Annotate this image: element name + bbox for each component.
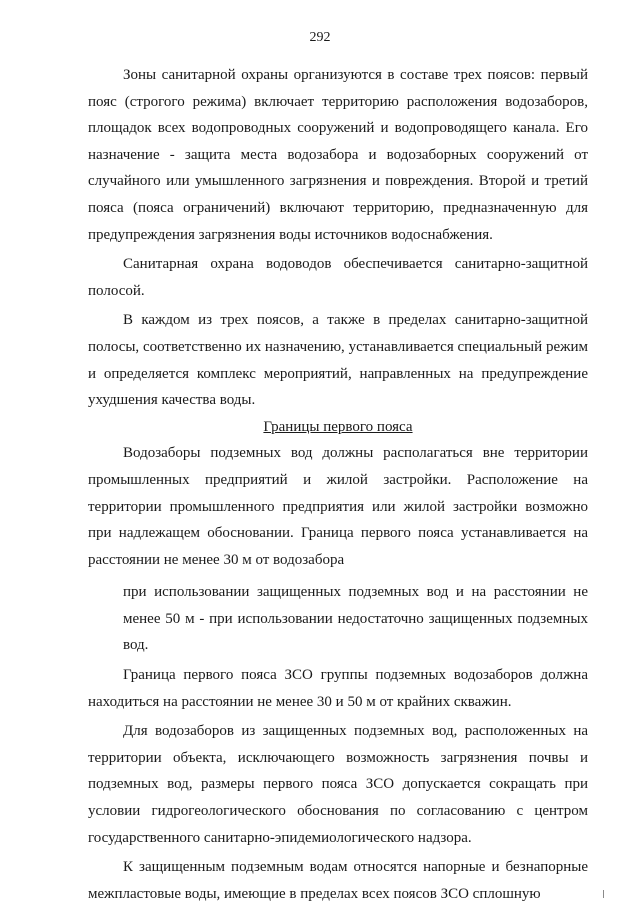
section-heading: Границы первого пояса bbox=[263, 418, 413, 435]
paragraph-groundwater-intakes: Водозаборы подземных вод должны располагаться вне территории промышленных предприятий и жилой застройки. Расположение на территории промышленного предприятия или жилой застройки возможно при надлежащем обосновании. Граница первого пояса устанавливается на расстоянии не менее 30 м от водозабора bbox=[88, 445, 588, 568]
paragraph-zone-reduction: Для водозаборов из защищенных подземных вод, расположенных на территории объекта, исключающего возможность загрязнения почвы и подземных вод, размеры первого пояса ЗСО допускается сокращать при условии гидрогеологического обоснования по согласованию с центром государственного санитарно-эпидемиологического надзора. bbox=[88, 723, 588, 846]
paragraph-water-pipes: Санитарная охрана водоводов обеспечивается санитарно-защитной полосой. bbox=[88, 256, 588, 299]
scan-artifact-mark bbox=[603, 890, 604, 898]
paragraph-sanitary-zones: Зоны санитарной охраны организуются в составе трех поясов: первый пояс (строгого режима) включает территорию расположения водозаборов, площадок всех водопроводных сооружений и водопроводящего канала. Его назначение - защита места водозабора и водозаборных сооружений от случайного или умышленного загрязнения и повреждения. Второй и третий пояса (пояса ограничений) включают территорию, предназначенную для предупреждения загрязнения воды источников водоснабжения. bbox=[88, 67, 588, 243]
document-body bbox=[88, 62, 588, 907]
paragraph-protected-waters: при использовании защищенных подземных вод и на расстоянии не менее 50 м - при использовании недостаточно защищенных подземных вод. bbox=[123, 584, 588, 654]
paragraph-group-boundary: Граница первого пояса ЗСО группы подземных водозаборов должна находиться на расстоянии не менее 30 и 50 м от крайних скважин. bbox=[88, 667, 588, 710]
page-number: 292 bbox=[309, 30, 331, 45]
paragraph-pressure-waters: К защищенным подземным водам относятся напорные и безнапорные межпластовые воды, имеющие в пределах всех поясов ЗСО сплошную bbox=[88, 859, 588, 902]
paragraph-zone-regime: В каждом из трех поясов, а также в пределах санитарно-защитной полосы, соответственно их назначению, устанавливается специальный режим и определяется комплекс мероприятий, направленных на предупреждение ухудшения качества воды. bbox=[88, 312, 588, 409]
